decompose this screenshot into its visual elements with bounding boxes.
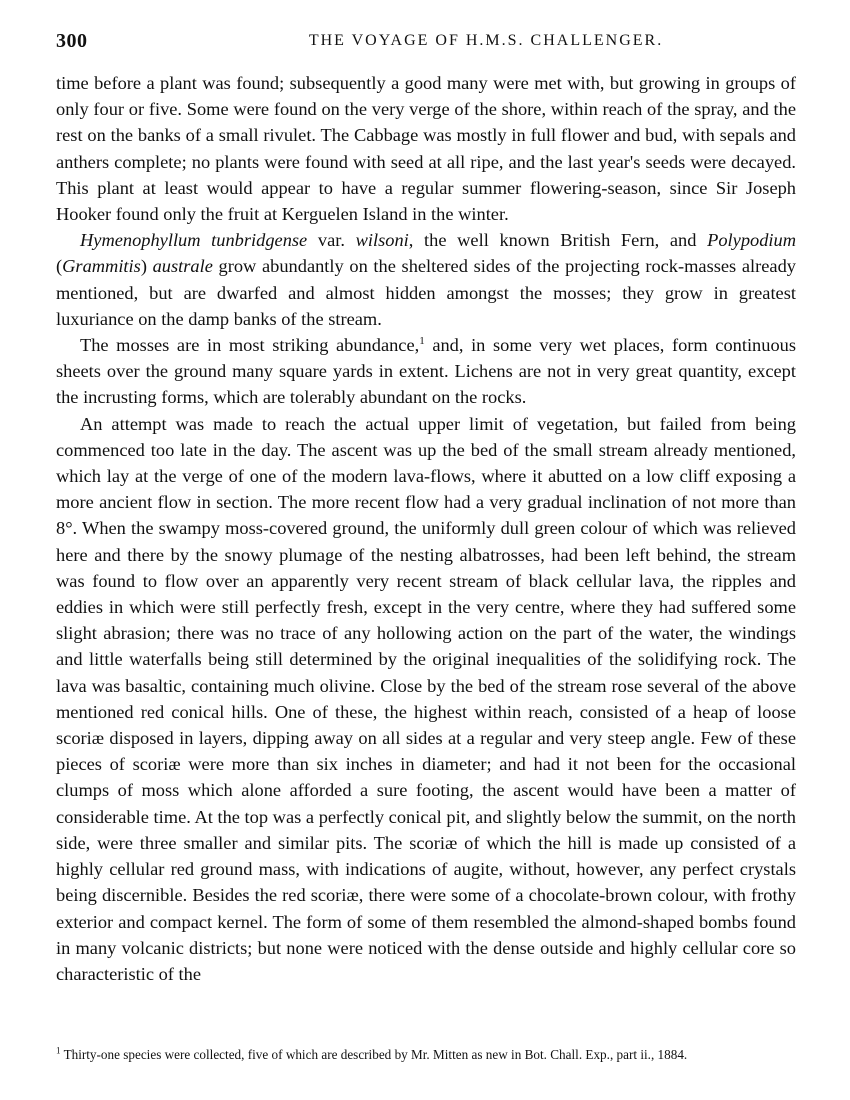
genus-name: Polypodium — [707, 230, 796, 251]
paragraph-text: grow abundantly on the sheltered sides of the projecting rock-masses already mentioned, but are dwarfed and almost hidden amongst the mosses; they grow in greatest luxuriance on the damp banks of the stream. — [56, 256, 796, 329]
paragraph-ascent — [56, 411, 796, 987]
subgenus-name: Grammitis — [62, 256, 141, 277]
paragraph-ferns — [56, 227, 796, 332]
body-text — [56, 70, 796, 987]
page-header — [56, 30, 796, 54]
paragraph-mosses — [56, 332, 796, 411]
species-name: Hymenophyllum tunbridgense — [80, 230, 308, 251]
footnote-marker: 1 — [56, 1045, 61, 1056]
paragraph-text: ( — [56, 256, 63, 277]
paragraph-text: ) — [140, 256, 153, 277]
paragraph-text: , the well known British Fern, and — [408, 230, 708, 251]
footnote — [56, 1046, 796, 1064]
variety-name: wilsoni — [355, 230, 409, 251]
paragraph-text: An attempt was made to reach the actual upper limit of vegetation, but failed from being commenced too late in the day. The ascent was up the bed of the small stream already mentioned, which lay at the verge of one of the modern lava-flows, where it abutted on a low cliff exposing a more ancient flow in section. The more recent flow had a very gradual inclination of not more than 8°. When the swampy moss-covered ground, the uniformly dull green colour of which was relieved here and there by the snowy plumage of the nesting albatrosses, had been left behind, the stream was found to flow over an apparently very recent stream of black cellular lava, the ripples and eddies in which were still perfectly fresh, except in the very centre, where they had suffered some slight abrasion; there was no trace of any hollowing action on the part of the water, the windings and little waterfalls being still determined by the original inequalities of the solidifying rock. The lava was basaltic, containing much olivine. Close by the bed of the stream rose several of the above mentioned red conical hills. One of these, the highest within reach, consisted of a heap of loose scoriæ disposed in layers, dipping away on all sides at a regular and very steep angle. Few of these pieces of scoriæ were more than six inches in diameter; and had it not been for the occasional clumps of moss which alone afforded a sure footing, the ascent would have been a matter of considerable time. At the top was a perfectly conical pit, and slightly below the summit, on the north side, were three smaller and similar pits. The scoriæ of which the hill is made up consisted of a highly cellular red ground mass, with indications of augite, without, however, any perfect crystals being discernible. Besides the red scoriæ, there were some of a chocolate-brown colour, with frothy exterior and compact kernel. The form of some of them resembled the almond-shaped bombs found in many volcanic districts; but none were noticed with the dense outside and highly cellular core so characteristic of the — [56, 413, 796, 984]
paragraph-text: and, in some very wet places, form continuous sheets over the ground many square yards in extent. Lichens are not in very great quantity, except the incrusting forms, which are tolerably abundant on the rocks. — [56, 335, 796, 408]
page-number: 300 — [56, 30, 88, 52]
footnote-text: Thirty-one species were collected, five of which are described by Mr. Mitten as new in Bot. Chall. Exp., part ii., 1884. — [63, 1047, 688, 1062]
running-title: THE VOYAGE OF H.M.S. CHALLENGER. — [308, 32, 664, 49]
paragraph-plant-flowering — [56, 70, 796, 227]
paragraph-text: var. — [307, 230, 356, 251]
footnote-reference: 1 — [419, 334, 425, 347]
paragraph-text: The mosses are in most striking abundance, — [80, 335, 420, 356]
paragraph-text: time before a plant was found; subsequently a good many were met with, but growing in groups of only four or five. Some were found on the very verge of the shore, within reach of the spray, and the rest on the banks of a small rivulet. The Cabbage was mostly in full flower and bud, with sepals and anthers complete; no plants were found with seed at all ripe, and the last year's seeds were decayed. This plant at least would appear to have a regular summer flowering-season, since Sir Joseph Hooker found only the fruit at Kerguelen Island in the winter. — [56, 73, 796, 225]
species-epithet: australe — [152, 256, 213, 277]
